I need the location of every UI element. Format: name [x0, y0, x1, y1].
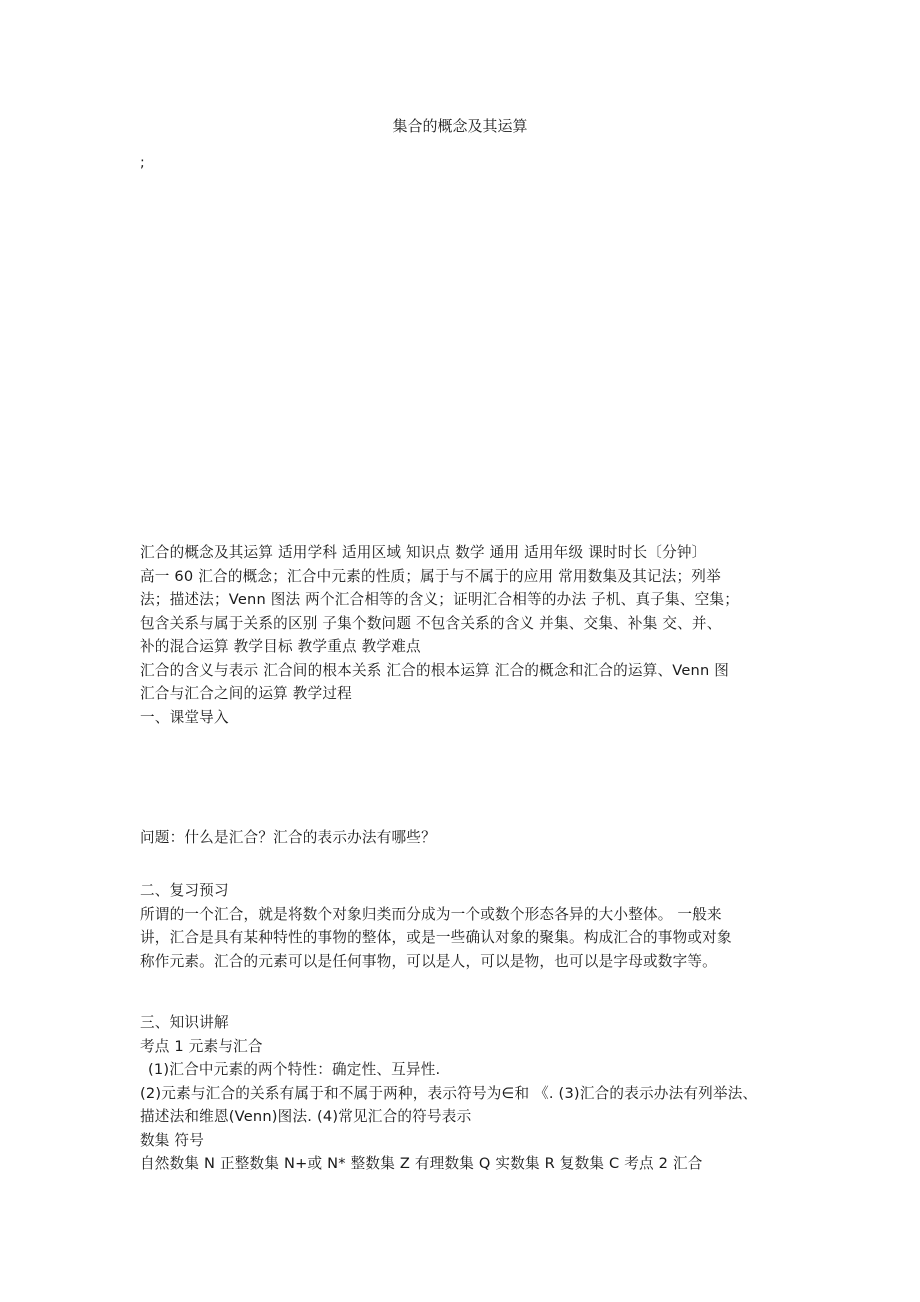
intro-line: 高一 60 汇合的概念；汇合中元素的性质；属于与不属于的应用 常用数集及其记法；列举 — [140, 567, 721, 585]
knowledge-line: (2)元素与汇合的关系有属于和不属于两种，表示符号为∈和 《. (3)汇合的表示办法有列举法、 — [140, 1084, 758, 1102]
question-section — [140, 826, 800, 850]
knowledge-line: (1)汇合中元素的两个特性：确定性、互异性. — [148, 1061, 441, 1078]
section-heading: 一、课堂导入 — [140, 708, 229, 726]
document-title: 集合的概念及其运算 — [392, 117, 528, 135]
intro-line: 汇合的概念及其运算 适用学科 适用区域 知识点 数学 通用 适用年级 课时时长〔分钟〕 — [140, 544, 707, 561]
stray-mark: ; — [140, 155, 145, 171]
review-line: 称作元素。汇合的元素可以是任何事物，可以是人，可以是物，也可以是字母或数字等。 — [140, 952, 717, 970]
review-section — [140, 879, 800, 973]
knowledge-line: 描述法和维恩(Venn)图法. (4)常见汇合的符号表示 — [140, 1108, 472, 1125]
intro-line: 汇合的含义与表示 汇合间的根本关系 汇合的根本运算 汇合的概念和汇合的运算、Venn 图 — [140, 661, 730, 679]
section-heading: 三、知识讲解 — [140, 1014, 229, 1031]
knowledge-line: 数集 符号 — [140, 1131, 205, 1149]
section-heading: 二、复习预习 — [140, 882, 229, 899]
review-line: 讲，汇合是具有某种特性的事物的整体，或是一些确认对象的聚集。构成汇合的事物或对象 — [140, 929, 732, 946]
intro-section — [140, 541, 800, 729]
question-line: 问题：什么是汇合？汇合的表示办法有哪些？ — [140, 829, 436, 846]
knowledge-section — [140, 1011, 800, 1176]
intro-line: 汇合与汇合之间的运算 教学过程 — [140, 685, 352, 702]
topic-heading: 考点 1 元素与汇合 — [140, 1037, 263, 1055]
intro-line: 法；描述法；Venn 图法 两个汇合相等的含义；证明汇合相等的办法 子机、真子集、空集； — [140, 591, 740, 608]
review-line: 所谓的一个汇合，就是将数个对象归类而分成为一个或数个形态各异的大小整体。 一般来 — [140, 905, 722, 923]
intro-line: 补的混合运算 教学目标 教学重点 教学难点 — [140, 638, 421, 655]
knowledge-line: 自然数集 N 正整数集 N+或 N* 整数集 Z 有理数集 Q 实数集 R 复数集 C 考点 2 汇合 — [140, 1155, 703, 1172]
intro-line: 包含关系与属于关系的区别 子集个数问题 不包含关系的含义 并集、交集、补集 交、并、 — [140, 614, 722, 632]
